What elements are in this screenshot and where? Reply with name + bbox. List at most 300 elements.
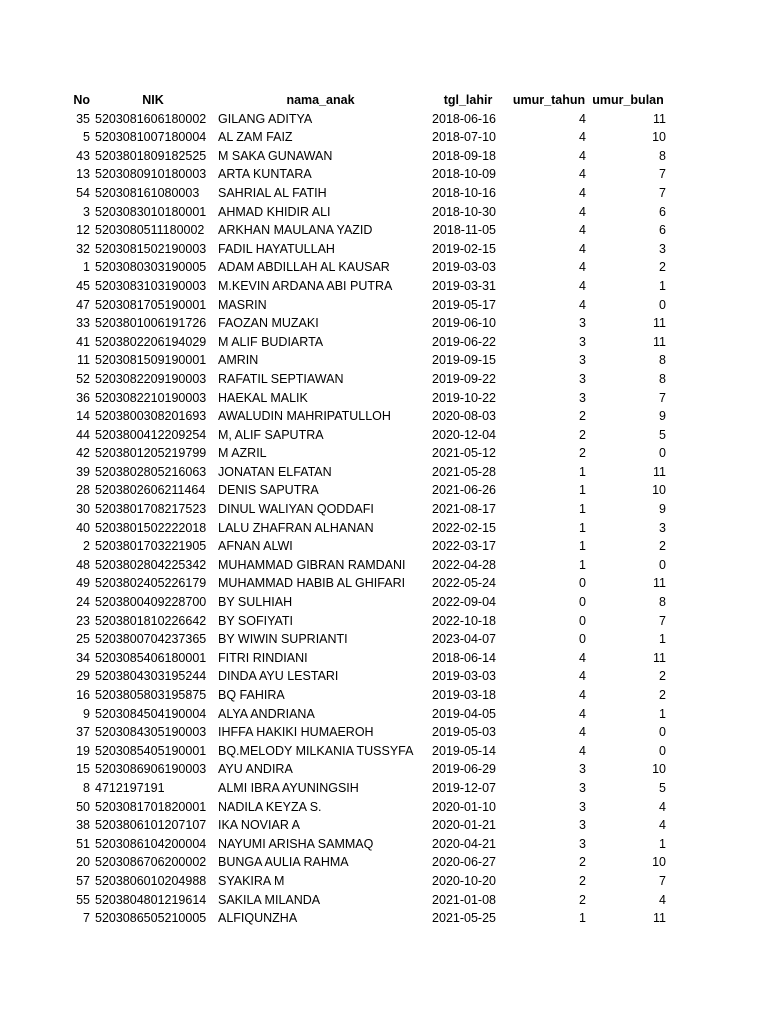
cell-umur-tahun: 4: [579, 688, 586, 702]
cell-umur-tahun: 1: [579, 520, 586, 535]
table-row: [0, 798, 768, 817]
cell-nik: 5203082210190003: [95, 390, 207, 405]
cell-nama-anak: ALMI IBRA AYUNINGSIH: [218, 780, 359, 795]
cell-umur-bulan: 9: [659, 409, 666, 424]
cell-umur-tahun: 4: [579, 130, 586, 145]
cell-umur-bulan: 10: [652, 855, 666, 870]
cell-nik: 5203081509190001: [95, 353, 207, 368]
table-row: [0, 909, 768, 928]
cell-nama-anak: BY SOFIYATI: [218, 613, 294, 628]
cell-tgl-lahir: 2019-03-31: [432, 278, 496, 293]
cell-umur-bulan: 8: [659, 353, 666, 368]
header-nik: NIK: [142, 93, 164, 107]
table-row: [0, 314, 768, 333]
cell-nama-anak: M, ALIF SAPUTRA: [218, 427, 324, 442]
cell-nik: 5203804801219614: [95, 892, 207, 907]
cell-nama-anak: DINUL WALIYAN QODDAFI: [218, 502, 374, 517]
cell-umur-bulan: 3: [659, 241, 666, 256]
cell-tgl-lahir: 2019-06-22: [432, 334, 496, 349]
cell-nama-anak: MUHAMMAD HABIB AL GHIFARI: [218, 576, 406, 591]
cell-nama-anak: AYU ANDIRA: [218, 762, 293, 777]
cell-umur-tahun: 3: [579, 762, 586, 777]
cell-nik: 5203083010180001: [95, 204, 207, 219]
cell-umur-tahun: 1: [579, 483, 586, 498]
data-table: [0, 91, 768, 928]
cell-no: 33: [76, 316, 90, 331]
cell-umur-bulan: 11: [653, 334, 666, 349]
cell-no: 37: [76, 725, 90, 740]
cell-no: 9: [83, 706, 90, 721]
cell-nama-anak: M ALIF BUDIARTA: [218, 334, 324, 349]
cell-nik: 5203804303195244: [95, 669, 207, 684]
cell-nama-anak: FAOZAN MUZAKI: [218, 316, 319, 331]
cell-nik: 5203081606180002: [95, 111, 207, 126]
cell-nik: 5203805803195875: [95, 688, 207, 702]
cell-umur-bulan: 7: [659, 185, 666, 200]
table-row: [0, 891, 768, 910]
cell-tgl-lahir: 2019-06-10: [432, 316, 496, 331]
cell-tgl-lahir: 2020-12-04: [432, 427, 496, 442]
cell-umur-tahun: 4: [579, 223, 586, 238]
cell-no: 29: [76, 669, 90, 684]
table-row: [0, 760, 768, 779]
cell-nama-anak: FADIL HAYATULLAH: [218, 241, 335, 256]
cell-umur-tahun: 4: [579, 278, 586, 293]
cell-nik: 5203080511180002: [95, 223, 205, 238]
cell-no: 45: [76, 278, 90, 293]
cell-nik: 5203084305190003: [95, 725, 207, 740]
cell-tgl-lahir: 2018-06-14: [432, 650, 496, 665]
cell-tgl-lahir: 2019-09-22: [432, 371, 496, 386]
cell-tgl-lahir: 2018-07-10: [432, 130, 496, 145]
cell-nama-anak: BUNGA AULIA RAHMA: [218, 855, 349, 870]
cell-nama-anak: AL ZAM FAIZ: [218, 130, 293, 145]
cell-nama-anak: ARKHAN MAULANA YAZID: [218, 223, 373, 238]
table-row: [0, 426, 768, 445]
cell-nama-anak: GILANG ADITYA: [218, 111, 313, 126]
cell-umur-bulan: 1: [659, 836, 666, 851]
cell-nama-anak: LALU ZHAFRAN ALHANAN: [218, 520, 374, 535]
cell-nik: 5203081701820001: [95, 799, 207, 814]
cell-nama-anak: BY SULHIAH: [218, 595, 293, 610]
cell-umur-tahun: 0: [579, 613, 586, 628]
cell-tgl-lahir: 2021-05-12: [432, 446, 496, 461]
cell-nik: 5203086706200002: [95, 855, 207, 870]
cell-umur-bulan: 6: [659, 204, 666, 219]
cell-nama-anak: AMRIN: [218, 353, 259, 368]
cell-nik: 5203802405226179: [95, 576, 207, 591]
table-row: [0, 612, 768, 631]
cell-nik: 5203800308201693: [95, 409, 207, 424]
table-row: [0, 203, 768, 222]
cell-tgl-lahir: 2020-08-03: [432, 409, 496, 424]
cell-nama-anak: RAFATIL SEPTIAWAN: [218, 371, 344, 386]
cell-tgl-lahir: 2018-11-05: [432, 223, 496, 238]
cell-umur-bulan: 5: [659, 427, 666, 442]
table-header-row: [0, 91, 768, 110]
table-row: [0, 574, 768, 593]
cell-no: 52: [76, 371, 90, 386]
cell-nik: 5203086104200004: [95, 836, 207, 851]
cell-nama-anak: ADAM ABDILLAH AL KAUSAR: [218, 260, 390, 275]
cell-no: 32: [76, 241, 90, 256]
cell-tgl-lahir: 2018-09-18: [432, 148, 496, 163]
cell-nik: 520308161080003: [95, 185, 200, 200]
cell-no: 48: [76, 557, 90, 572]
cell-no: 36: [76, 390, 90, 405]
cell-tgl-lahir: 2019-09-15: [432, 353, 496, 368]
cell-nama-anak: ALFIQUNZHA: [218, 911, 298, 926]
cell-umur-tahun: 1: [579, 557, 586, 572]
cell-tgl-lahir: 2019-12-07: [432, 780, 496, 795]
cell-no: 49: [76, 576, 90, 591]
cell-umur-bulan: 5: [659, 780, 666, 795]
cell-nik: 5203801703221905: [95, 539, 207, 554]
cell-umur-tahun: 1: [579, 539, 586, 554]
table-row: [0, 444, 768, 463]
cell-no: 19: [76, 743, 90, 758]
cell-no: 14: [76, 409, 90, 424]
table-row: [0, 296, 768, 315]
table-row: [0, 686, 768, 705]
cell-nama-anak: IKA NOVIAR A: [218, 818, 300, 833]
cell-no: 24: [76, 595, 90, 610]
cell-umur-tahun: 4: [579, 111, 586, 126]
cell-tgl-lahir: 2019-06-29: [432, 762, 496, 777]
cell-nik: 5203802805216063: [95, 464, 207, 479]
table-row: [0, 147, 768, 166]
cell-nama-anak: BQ FAHIRA: [218, 688, 285, 702]
cell-nik: 5203802206194029: [95, 334, 207, 349]
cell-umur-tahun: 3: [579, 316, 586, 331]
table-row: [0, 463, 768, 482]
cell-umur-tahun: 2: [579, 892, 586, 907]
cell-nik: 5203801810226642: [95, 613, 207, 628]
cell-umur-bulan: 11: [653, 576, 666, 591]
cell-nik: 5203806010204988: [95, 873, 207, 888]
cell-no: 28: [76, 483, 90, 498]
cell-umur-bulan: 7: [659, 390, 666, 405]
cell-umur-bulan: 4: [659, 892, 666, 907]
cell-no: 54: [76, 185, 90, 200]
cell-umur-tahun: 4: [579, 167, 586, 182]
cell-nik: 5203086505210005: [95, 911, 207, 926]
cell-tgl-lahir: 2019-05-17: [432, 297, 496, 312]
cell-tgl-lahir: 2019-03-03: [432, 260, 496, 275]
cell-umur-tahun: 2: [579, 446, 586, 461]
cell-no: 38: [76, 818, 90, 833]
cell-umur-bulan: 7: [659, 613, 666, 628]
table-row: [0, 667, 768, 686]
cell-nik: 5203801809182525: [95, 148, 207, 163]
cell-umur-bulan: 0: [659, 725, 666, 740]
cell-tgl-lahir: 2023-04-07: [432, 632, 496, 647]
cell-tgl-lahir: 2022-09-04: [432, 595, 496, 610]
table-row: [0, 258, 768, 277]
cell-nik: 5203084504190004: [95, 706, 207, 721]
cell-no: 23: [76, 613, 90, 628]
cell-umur-bulan: 11: [653, 911, 666, 926]
table-body: [0, 110, 768, 928]
cell-umur-bulan: 8: [659, 595, 666, 610]
cell-nama-anak: DINDA AYU LESTARI: [218, 669, 339, 684]
cell-tgl-lahir: 2021-08-17: [432, 502, 496, 517]
cell-nama-anak: HAEKAL MALIK: [218, 390, 308, 405]
cell-umur-bulan: 11: [653, 464, 666, 479]
cell-no: 35: [76, 111, 90, 126]
header-umur-tahun: umur_tahun: [512, 93, 586, 107]
cell-umur-bulan: 10: [652, 762, 666, 777]
cell-nik: 5203801006191726: [95, 316, 207, 331]
cell-no: 12: [76, 223, 90, 238]
cell-umur-bulan: 2: [659, 688, 666, 702]
cell-tgl-lahir: 2022-04-28: [432, 557, 496, 572]
cell-umur-tahun: 3: [579, 371, 586, 386]
cell-nik: 4712197191: [95, 780, 165, 795]
cell-tgl-lahir: 2019-04-05: [432, 706, 496, 721]
cell-umur-tahun: 4: [579, 185, 586, 200]
cell-no: 50: [76, 799, 90, 814]
cell-no: 5: [83, 130, 90, 145]
table-row: [0, 277, 768, 296]
cell-nama-anak: NAYUMI ARISHA SAMMAQ: [218, 836, 374, 851]
cell-umur-bulan: 1: [659, 632, 666, 647]
cell-no: 8: [83, 780, 90, 795]
cell-umur-tahun: 4: [579, 260, 586, 275]
cell-umur-bulan: 0: [659, 446, 666, 461]
table-row: [0, 351, 768, 370]
cell-umur-bulan: 1: [659, 706, 666, 721]
cell-umur-tahun: 3: [579, 353, 586, 368]
cell-tgl-lahir: 2021-06-26: [432, 483, 496, 498]
cell-no: 20: [76, 855, 90, 870]
cell-tgl-lahir: 2022-02-15: [432, 520, 496, 535]
cell-umur-tahun: 4: [579, 148, 586, 163]
cell-umur-bulan: 7: [659, 873, 666, 888]
cell-nama-anak: BQ.MELODY MILKANIA TUSSYFA: [218, 743, 414, 758]
cell-nama-anak: IHFFA HAKIKI HUMAEROH: [218, 725, 374, 740]
cell-umur-tahun: 3: [579, 799, 586, 814]
cell-tgl-lahir: 2020-10-20: [432, 873, 496, 888]
cell-umur-tahun: 4: [579, 669, 586, 684]
cell-no: 2: [83, 539, 90, 554]
cell-tgl-lahir: 2020-04-21: [432, 836, 496, 851]
cell-tgl-lahir: 2022-05-24: [432, 576, 496, 591]
cell-nama-anak: NADILA KEYZA S.: [218, 799, 322, 814]
cell-umur-bulan: 8: [659, 371, 666, 386]
cell-umur-bulan: 6: [659, 223, 666, 238]
cell-no: 47: [76, 297, 90, 312]
cell-nama-anak: M AZRIL: [218, 446, 267, 461]
table-row: [0, 556, 768, 575]
cell-tgl-lahir: 2021-05-25: [432, 911, 496, 926]
table-row: [0, 649, 768, 668]
cell-nama-anak: FITRI RINDIANI: [218, 650, 308, 665]
table-row: [0, 742, 768, 761]
header-nama-anak: nama_anak: [286, 93, 355, 107]
table-row: [0, 333, 768, 352]
cell-nik: 5203085405190001: [95, 743, 207, 758]
cell-tgl-lahir: 2019-10-22: [432, 390, 496, 405]
cell-no: 3: [83, 204, 90, 219]
table-row: [0, 835, 768, 854]
cell-tgl-lahir: 2018-10-30: [432, 204, 496, 219]
cell-umur-bulan: 11: [653, 650, 666, 665]
cell-no: 39: [76, 464, 90, 479]
cell-umur-bulan: 10: [652, 483, 666, 498]
cell-nik: 5203081705190001: [95, 297, 207, 312]
cell-nama-anak: M SAKA GUNAWAN: [218, 148, 333, 163]
cell-umur-tahun: 1: [579, 502, 586, 517]
cell-no: 42: [76, 446, 90, 461]
table-row: [0, 370, 768, 389]
cell-no: 11: [77, 353, 90, 368]
cell-nama-anak: ALYA ANDRIANA: [218, 706, 315, 721]
cell-umur-tahun: 4: [579, 706, 586, 721]
cell-no: 34: [76, 650, 90, 665]
cell-nik: 5203080303190005: [95, 260, 207, 275]
cell-no: 40: [76, 520, 90, 535]
table-row: [0, 481, 768, 500]
cell-umur-bulan: 11: [653, 316, 666, 331]
cell-nik: 5203085406180001: [95, 650, 207, 665]
cell-umur-tahun: 1: [579, 464, 586, 479]
cell-umur-tahun: 3: [579, 334, 586, 349]
cell-no: 41: [76, 334, 90, 349]
cell-umur-bulan: 9: [659, 502, 666, 517]
cell-tgl-lahir: 2019-03-18: [432, 688, 496, 702]
cell-umur-bulan: 2: [659, 260, 666, 275]
table-row: [0, 630, 768, 649]
table-row: [0, 779, 768, 798]
cell-umur-tahun: 3: [579, 390, 586, 405]
cell-nik: 5203801708217523: [95, 502, 207, 517]
cell-umur-tahun: 4: [579, 743, 586, 758]
cell-no: 51: [76, 836, 90, 851]
cell-umur-bulan: 0: [659, 297, 666, 312]
cell-nama-anak: AFNAN ALWI: [218, 539, 293, 554]
cell-umur-bulan: 7: [659, 167, 666, 182]
cell-tgl-lahir: 2019-05-03: [432, 725, 496, 740]
cell-nik: 5203801205219799: [95, 446, 207, 461]
cell-nama-anak: AWALUDIN MAHRIPATULLOH: [218, 409, 391, 424]
cell-umur-tahun: 4: [579, 650, 586, 665]
cell-no: 55: [76, 892, 90, 907]
cell-tgl-lahir: 2019-05-14: [432, 743, 496, 758]
cell-no: 25: [76, 632, 90, 647]
cell-nik: 5203086906190003: [95, 762, 207, 777]
cell-nama-anak: M.KEVIN ARDANA ABI PUTRA: [218, 278, 393, 293]
cell-tgl-lahir: 2019-03-03: [432, 669, 496, 684]
cell-nik: 5203800704237365: [95, 632, 207, 647]
cell-tgl-lahir: 2021-01-08: [432, 892, 496, 907]
cell-tgl-lahir: 2020-01-10: [432, 799, 496, 814]
cell-nama-anak: JONATAN ELFATAN: [218, 464, 332, 479]
cell-umur-bulan: 2: [659, 669, 666, 684]
cell-umur-bulan: 0: [659, 557, 666, 572]
cell-umur-tahun: 2: [579, 427, 586, 442]
cell-tgl-lahir: 2018-10-09: [432, 167, 496, 182]
header-tgl-lahir: tgl_lahir: [443, 93, 493, 107]
table-row: [0, 537, 768, 556]
cell-no: 57: [76, 873, 90, 888]
table-row: [0, 389, 768, 408]
cell-umur-tahun: 3: [579, 780, 586, 795]
cell-tgl-lahir: 2020-06-27: [432, 855, 496, 870]
table-row: [0, 184, 768, 203]
cell-umur-tahun: 4: [579, 297, 586, 312]
table-row: [0, 816, 768, 835]
cell-tgl-lahir: 2018-10-16: [432, 185, 496, 200]
cell-nik: 5203800412209254: [95, 427, 207, 442]
cell-nik: 5203801502222018: [95, 520, 207, 535]
cell-umur-tahun: 4: [579, 241, 586, 256]
cell-umur-tahun: 0: [579, 632, 586, 647]
cell-nama-anak: SYAKIRA M: [218, 873, 285, 888]
cell-umur-tahun: 2: [579, 409, 586, 424]
cell-nama-anak: ARTA KUNTARA: [218, 167, 312, 182]
cell-nama-anak: BY WIWIN SUPRIANTI: [218, 632, 348, 647]
cell-tgl-lahir: 2018-06-16: [432, 111, 496, 126]
cell-nama-anak: MASRIN: [218, 297, 267, 312]
header-no: No: [73, 93, 90, 107]
table-row: [0, 128, 768, 147]
cell-no: 15: [76, 762, 90, 777]
table-row: [0, 240, 768, 259]
table-row: [0, 593, 768, 612]
table-row: [0, 407, 768, 426]
table-row: [0, 723, 768, 742]
cell-umur-tahun: 4: [579, 725, 586, 740]
cell-nama-anak: AHMAD KHIDIR ALI: [218, 204, 331, 219]
cell-no: 7: [83, 911, 90, 926]
table-row: [0, 110, 768, 129]
table-row: [0, 705, 768, 724]
cell-no: 16: [76, 688, 90, 702]
cell-umur-bulan: 1: [659, 278, 666, 293]
cell-umur-bulan: 10: [652, 130, 666, 145]
cell-umur-bulan: 8: [659, 148, 666, 163]
cell-nik: 5203802804225342: [95, 557, 207, 572]
cell-umur-tahun: 3: [579, 818, 586, 833]
table-row: [0, 165, 768, 184]
cell-umur-bulan: 3: [659, 520, 666, 535]
cell-nik: 5203082209190003: [95, 371, 207, 386]
cell-umur-tahun: 2: [579, 855, 586, 870]
cell-tgl-lahir: 2020-01-21: [432, 818, 496, 833]
table-row: [0, 853, 768, 872]
cell-nik: 5203802606211464: [95, 483, 206, 498]
cell-tgl-lahir: 2022-03-17: [432, 539, 496, 554]
cell-nama-anak: SAHRIAL AL FATIH: [218, 185, 327, 200]
cell-nik: 5203081007180004: [95, 130, 207, 145]
cell-umur-tahun: 2: [579, 873, 586, 888]
cell-no: 1: [83, 260, 90, 275]
cell-nik: 5203080910180003: [95, 167, 207, 182]
cell-nama-anak: DENIS SAPUTRA: [218, 483, 319, 498]
cell-no: 13: [76, 167, 90, 182]
cell-umur-bulan: 11: [653, 111, 666, 126]
cell-no: 30: [76, 502, 90, 517]
cell-tgl-lahir: 2021-05-28: [432, 464, 496, 479]
cell-nama-anak: SAKILA MILANDA: [218, 892, 321, 907]
cell-nik: 5203083103190003: [95, 278, 207, 293]
cell-umur-bulan: 2: [659, 539, 666, 554]
cell-nama-anak: MUHAMMAD GIBRAN RAMDANI: [218, 557, 406, 572]
table-row: [0, 872, 768, 891]
table-row: [0, 221, 768, 240]
cell-tgl-lahir: 2019-02-15: [432, 241, 496, 256]
